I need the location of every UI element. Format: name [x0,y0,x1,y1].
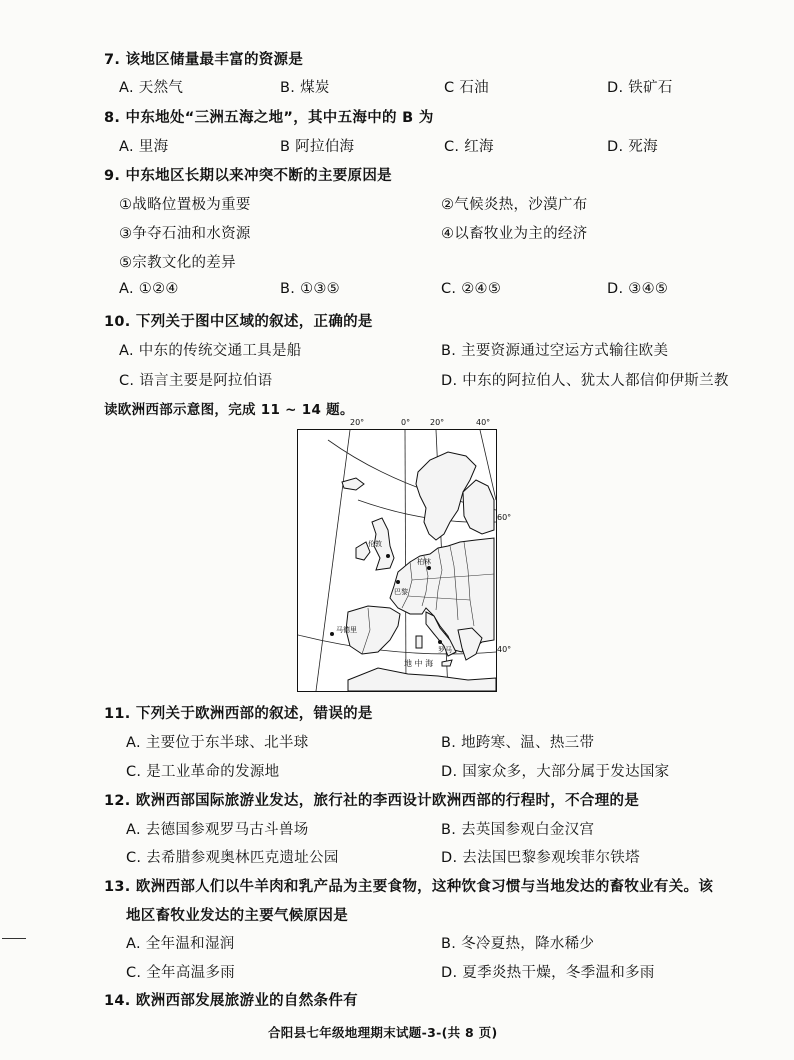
lon-label-40e: 40° [476,418,491,427]
meridian-0 [405,430,406,691]
q13-option-c[interactable]: C. 全年高温多雨 [126,965,236,981]
q9-option-a[interactable]: A. ①②④ [119,281,179,297]
q11-option-a[interactable]: A. 主要位于东半球、北半球 [126,735,309,751]
q8-option-b[interactable]: B 阿拉伯海 [280,139,355,155]
margin-mark [2,938,26,939]
q11-stem: 11. 下列关于欧洲西部的叙述，错误的是 [104,706,373,722]
q10-option-b[interactable]: B. 主要资源通过空运方式输往欧美 [441,343,669,359]
city-berlin: 柏林 [417,558,431,566]
lon-label-0: 0° [401,418,411,427]
q10-option-d[interactable]: D. 中东的阿拉伯人、犹太人都信仰伊斯兰教 [441,373,729,389]
q7-stem: 7. 该地区储量最丰富的资源是 [104,52,304,68]
q13-stem-line1: 13. 欧洲西部人们以牛羊肉和乳产品为主要食物，这种饮食习惯与当地发达的畜牧业有关。该 [104,879,714,895]
q9-statement-1: ①战略位置极为重要 [119,197,251,213]
q10-stem: 10. 下列关于图中区域的叙述，正确的是 [104,314,373,330]
lat-label-60: 60° [497,513,512,522]
q9-statement-3: ③争夺石油和水资源 [119,226,251,242]
city-paris: 巴黎 [394,588,408,596]
q8-stem: 8. 中东地处“三洲五海之地”，其中五海中的 B 为 [104,110,434,126]
q7-option-b[interactable]: B. 煤炭 [280,80,330,96]
land [342,452,496,691]
q7-option-a[interactable]: A. 天然气 [119,80,184,96]
north-africa [348,668,496,691]
city-berlin-dot [427,566,431,570]
city-london-dot [386,554,390,558]
page-footer: 合阳县七年级地理期末试题-3-(共 8 页) [268,1025,498,1040]
iceland [342,478,364,490]
europe-west-map [297,429,497,692]
q9-option-c[interactable]: C. ②④⑤ [441,281,502,297]
city-rome: 罗马 [438,646,452,654]
lon-label-20e: 20° [430,418,445,427]
q13-stem-line2: 地区畜牧业发达的主要气候原因是 [126,908,348,924]
city-london: 伦敦 [368,540,382,548]
q8-option-c[interactable]: C. 红海 [444,139,494,155]
lon-label-20w: 20° [350,418,365,427]
q8-option-a[interactable]: A. 里海 [119,139,169,155]
q9-statement-5: ⑤宗教文化的差异 [119,255,236,271]
sea-label: 地 中 海 [404,659,434,668]
sardinia [416,636,422,648]
q12-option-b[interactable]: B. 去英国参观白金汉宫 [441,822,595,838]
city-madrid: 马德里 [336,626,357,634]
q13-option-a[interactable]: A. 全年温和湿润 [126,936,235,952]
lat-label-40: 40° [497,645,512,654]
q10-option-c[interactable]: C. 语言主要是阿拉伯语 [119,373,273,389]
city-rome-dot [438,640,442,644]
q11-option-c[interactable]: C. 是工业革命的发源地 [126,764,280,780]
q9-option-d[interactable]: D. ③④⑤ [607,281,669,297]
q11-option-b[interactable]: B. 地跨寒、温、热三带 [441,735,595,751]
q8-option-d[interactable]: D. 死海 [607,139,658,155]
q13-option-d[interactable]: D. 夏季炎热干燥，冬季温和多雨 [441,965,655,981]
q10-option-a[interactable]: A. 中东的传统交通工具是船 [119,343,302,359]
q11-option-d[interactable]: D. 国家众多，大部分属于发达国家 [441,764,670,780]
q14-stem: 14. 欧洲西部发展旅游业的自然条件有 [104,993,358,1009]
map-intro: 读欧洲西部示意图，完成 11 ~ 14 题。 [104,402,354,418]
q12-option-c[interactable]: C. 去希腊参观奥林匹克遗址公园 [126,850,339,866]
sicily [442,660,452,666]
meridian-20w [316,430,350,691]
q9-stem: 9. 中东地区长期以来冲突不断的主要原因是 [104,168,392,184]
q9-option-b[interactable]: B. ①③⑤ [280,281,340,297]
q7-option-d[interactable]: D. 铁矿石 [607,80,673,96]
q13-option-b[interactable]: B. 冬冷夏热，降水稀少 [441,936,595,952]
q12-option-d[interactable]: D. 去法国巴黎参观埃菲尔铁塔 [441,850,640,866]
q12-stem: 12. 欧洲西部国际旅游业发达，旅行社的李西设计欧洲西部的行程时，不合理的是 [104,793,640,809]
q9-statement-4: ④以畜牧业为主的经济 [441,226,588,242]
city-paris-dot [396,580,400,584]
q12-option-a[interactable]: A. 去德国参观罗马古斗兽场 [126,822,309,838]
q7-option-c[interactable]: C 石油 [444,80,489,96]
city-madrid-dot [330,632,334,636]
q9-statement-2: ②气候炎热，沙漠广布 [441,197,588,213]
finland [463,480,494,534]
